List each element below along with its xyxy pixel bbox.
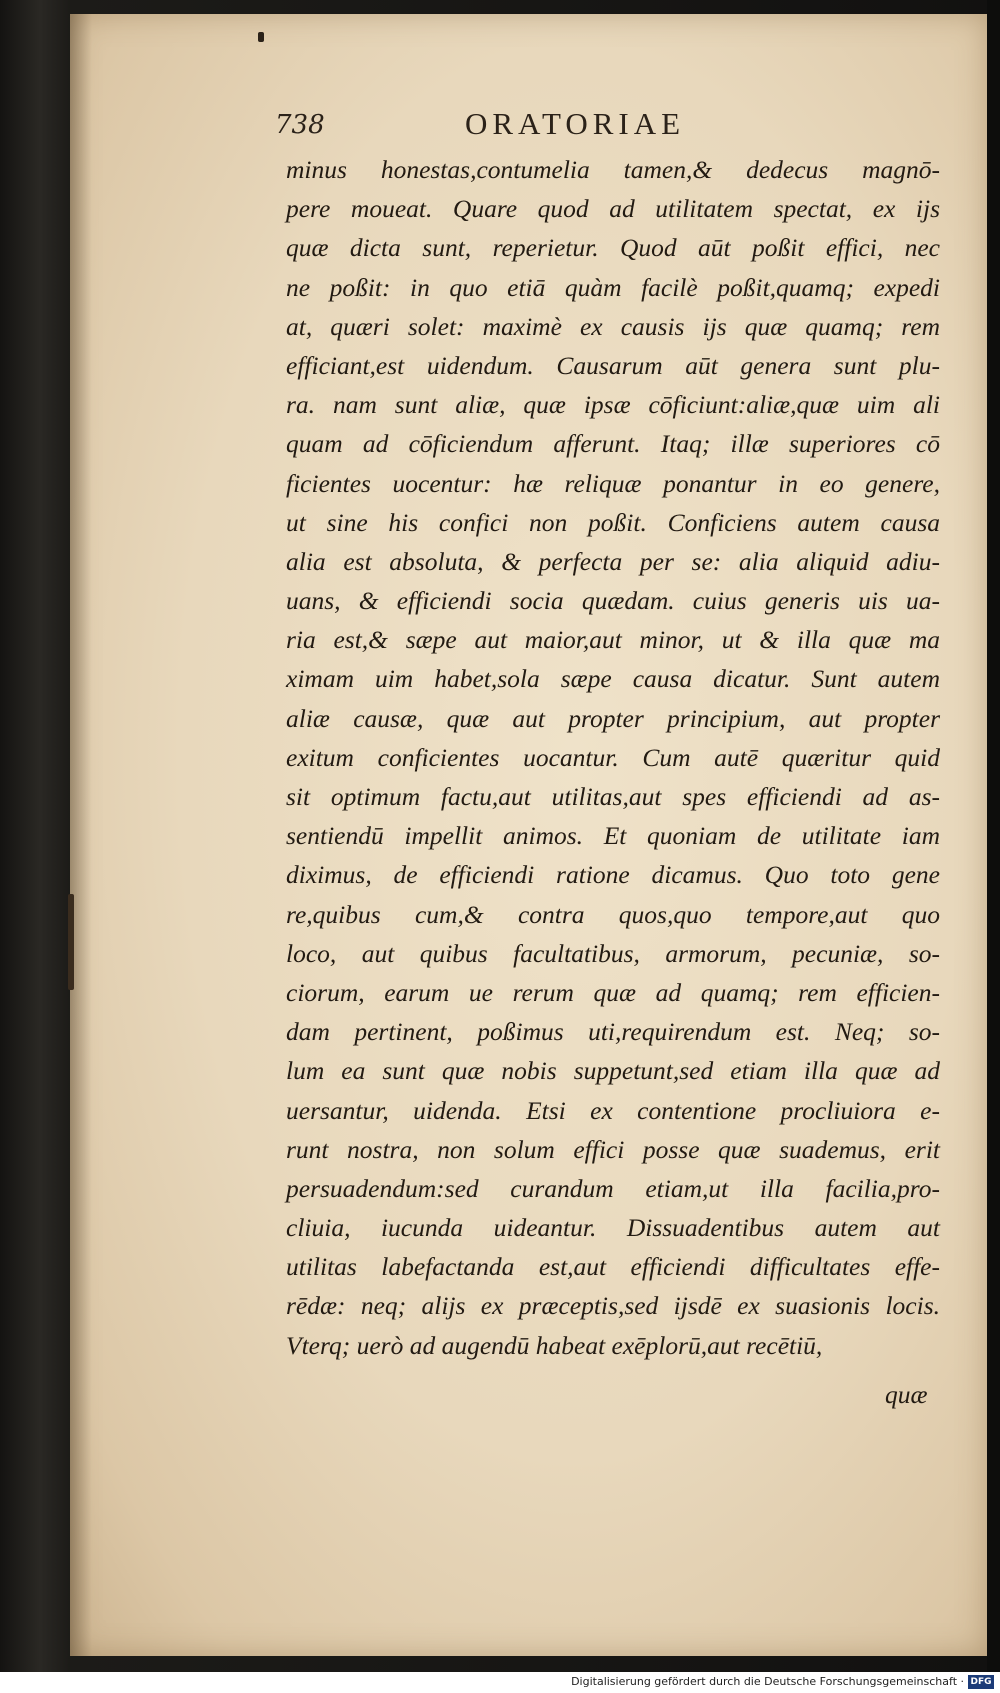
text-line: utilitas labefactanda est,aut efficiendi difficultates effe- — [286, 1252, 940, 1282]
text-line: diximus, de efficiendi ratione dicamus. Quo toto gene — [286, 860, 940, 890]
text-line: ut sine his confici non poßit. Conficiens autem causa — [286, 507, 940, 537]
text-line: uans, & efficiendi socia quædam. cuius generis uis ua- — [286, 586, 940, 616]
text-line: quam ad cōficiendum afferunt. Itaq; illæ superiores cō — [286, 429, 940, 459]
text-line: cliuia, iucunda uideantur. Dissuadentibus autem aut — [286, 1213, 940, 1243]
text-line: exitum conficientes uocantur. Cum autē quæritur quid — [286, 742, 940, 772]
text-line: pere moueat. Quare quod ad utilitatem spectat, ex ijs — [286, 194, 940, 224]
text-line: sit optimum factu,aut utilitas,aut spes efficiendi ad as- — [286, 782, 940, 811]
text-line: ximam uim habet,sola sæpe causa dicatur. Sunt autem — [286, 664, 940, 694]
text-line: runt nostra, non solum effici posse quæ suademus, erit — [286, 1134, 940, 1164]
text-line: Vterq; uerò ad augendū habeat exēplorū,aut recētiū, — [286, 1330, 823, 1360]
page-header — [275, 106, 875, 146]
text-line: lum ea sunt quæ nobis suppetunt,sed etiam illa quæ ad — [286, 1056, 940, 1086]
running-title: ORATORIAE — [464, 106, 686, 141]
text-line: dam pertinent, poßimus uti,requirendum est. Neq; so- — [286, 1017, 940, 1047]
funding-credit: Digitalisierung gefördert durch die Deutsche Forschungsgemeinschaft · — [571, 1675, 964, 1688]
text-line: persuadendum:sed curandum etiam,ut illa facilia,pro- — [286, 1173, 940, 1203]
text-line: efficiant,est uidendum. Causarum aūt genera sunt plu- — [286, 350, 940, 380]
text-line: ne poßit: in quo etiā quàm facilè poßit,quamq; expedi — [286, 272, 940, 302]
text-line: ficientes uocentur: hæ reliquæ ponantur in eo genere, — [286, 468, 940, 498]
dfg-logo-icon: DFG — [968, 1675, 994, 1689]
text-line: ciorum, earum ue rerum quæ ad quamq; rem efficien- — [286, 977, 940, 1007]
text-line: ria est,& sæpe aut maior,aut minor, ut & illa quæ ma — [286, 625, 940, 655]
page-number: 738 — [275, 110, 325, 140]
text-line: uersantur, uidenda. Etsi ex contentione procliuiora e- — [286, 1095, 940, 1125]
digitization-footer — [0, 1672, 1000, 1693]
text-line: aliæ causæ, quæ aut propter principium, aut propter — [286, 703, 940, 733]
catchword: quæ — [885, 1380, 928, 1409]
text-line: sentiendū impellit animos. Et quoniam de utilitate iam — [286, 821, 940, 851]
scan-right-edge — [987, 0, 1000, 1693]
page-edge-tear — [68, 894, 74, 990]
text-line: alia est absoluta, & perfecta per se: alia aliquid adiu- — [286, 546, 940, 576]
text-line: quæ dicta sunt, reperietur. Quod aūt poßit effici, nec — [286, 233, 940, 263]
text-line: ra. nam sunt aliæ, quæ ipsæ cōficiunt:aliæ,quæ uim ali — [286, 390, 940, 420]
text-line: at, quæri solet: maximè ex causis ijs quæ quamq; rem — [286, 311, 940, 341]
text-line: re,quibus cum,& contra quos,quo tempore,aut quo — [286, 899, 940, 929]
text-line: loco, aut quibus facultatibus, armorum, pecuniæ, so- — [286, 938, 940, 968]
text-line: minus honestas,contumelia tamen,& dedecus magnō- — [286, 155, 940, 184]
text-line: rēdæ: neq; alijs ex præceptis,sed ijsdē ex suasionis locis. — [286, 1291, 940, 1321]
ink-speck — [258, 32, 264, 42]
text-body — [286, 150, 940, 1365]
